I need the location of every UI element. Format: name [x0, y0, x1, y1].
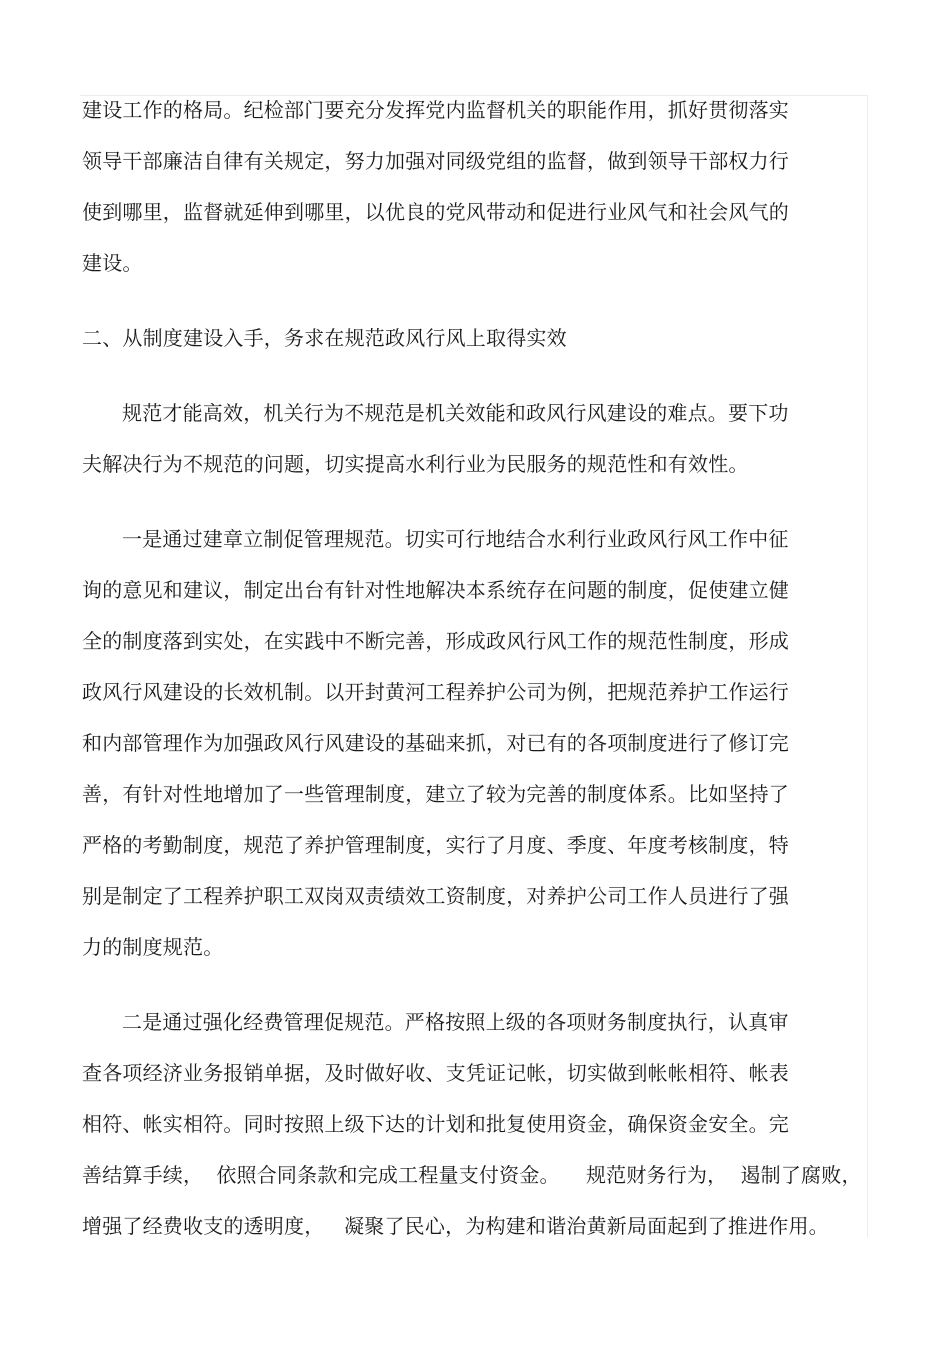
document-body	[82, 98, 862, 1238]
text-line: 全的制度落到实处，在实践中不断完善，形成政风行风工作的规范性制度，形成	[82, 629, 789, 653]
text-line: 相符、帐实相符。同时按照上级下达的计划和批复使用资金，确保资金安全。完	[82, 1112, 789, 1136]
paragraph-2	[82, 401, 862, 476]
text-line: 和内部管理作为加强政风行风建设的基础来抓，对已有的各项制度进行了修订完	[82, 731, 789, 755]
paragraph-3	[82, 527, 862, 959]
paragraph-4	[82, 1010, 862, 1238]
text-line: 规范才能高效，机关行为不规范是机关效能和政风行风建设的难点。要下功	[122, 401, 789, 425]
text-line: 政风行风建设的长效机制。以开封黄河工程养护公司为例，把规范养护工作运行	[82, 680, 789, 704]
text-line: 使到哪里，监督就延伸到哪里，以优良的党风带动和促进行业风气和社会风气的	[82, 200, 789, 224]
section-heading	[82, 326, 862, 350]
text-line: 增强了经费收支的透明度， 凝聚了民心，为构建和谐治黄新局面起到了推进作用。	[82, 1214, 829, 1238]
paragraph-1	[82, 98, 862, 275]
text-line: 一是通过建章立制促管理规范。切实可行地结合水利行业政风行风工作中征	[122, 527, 789, 551]
text-line: 严格的考勤制度，规范了养护管理制度，实行了月度、季度、年度考核制度，特	[82, 833, 789, 857]
text-line: 查各项经济业务报销单据，及时做好收、支凭证记帐，切实做到帐帐相符、帐表	[82, 1061, 789, 1085]
text-line: 询的意见和建议，制定出台有针对性地解决本系统存在问题的制度，促使建立健	[82, 578, 789, 602]
text-line: 二是通过强化经费管理促规范。严格按照上级的各项财务制度执行，认真审	[122, 1010, 789, 1034]
text-line: 建设。	[82, 251, 143, 275]
text-line: 善，有针对性地增加了一些管理制度，建立了较为完善的制度体系。比如坚持了	[82, 782, 789, 806]
text-line: 建设工作的格局。纪检部门要充分发挥党内监督机关的职能作用，抓好贯彻落实	[82, 98, 789, 122]
text-line: 别是制定了工程养护职工双岗双责绩效工资制度，对养护公司工作人员进行了强	[82, 884, 789, 908]
text-line: 善结算手续， 依照合同条款和完成工程量支付资金。 规范财务行为， 遏制了腐败，	[82, 1163, 862, 1187]
text-line: 领导干部廉洁自律有关规定，努力加强对同级党组的监督，做到领导干部权力行	[82, 149, 789, 173]
text-line: 夫解决行为不规范的问题，切实提高水利行业为民服务的规范性和有效性。	[82, 452, 749, 476]
text-line: 力的制度规范。	[82, 935, 224, 959]
section-heading-text: 二、从制度建设入手，务求在规范政风行风上取得实效	[82, 326, 567, 350]
